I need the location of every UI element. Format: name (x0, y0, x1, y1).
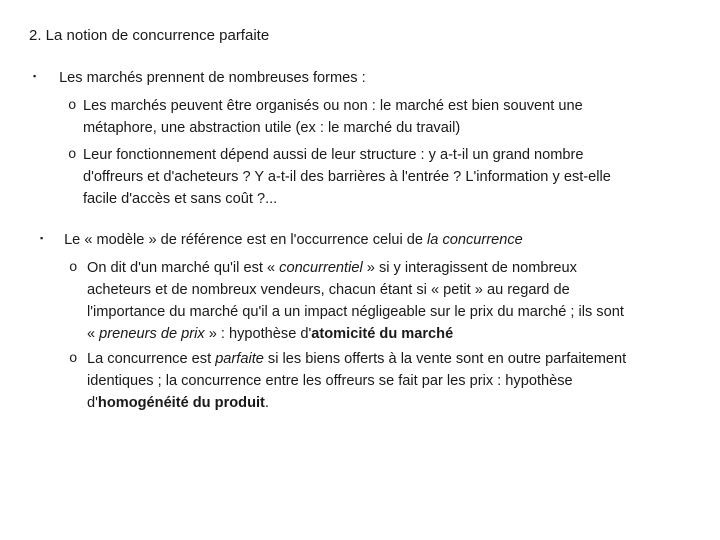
sub-item-strong: atomicité du marché (311, 326, 454, 342)
sub-item-text: La concurrence est (87, 351, 216, 367)
sub-item-emphasis: concurrentiel (279, 260, 363, 276)
sub-item-line: métaphore, une abstraction utile (ex : le marché du travail) (83, 120, 461, 136)
square-bullet-icon: ▪ (33, 71, 37, 82)
bullet-item-modele (40, 229, 523, 251)
circle-bullet-icon: o (69, 260, 78, 276)
circle-bullet-icon: o (68, 98, 77, 114)
bullet-label-emphasis: la concurrence (427, 232, 523, 248)
bullet-label (64, 232, 523, 248)
sub-item-line: l'importance du marché qu'il a un impact négligeable sur le prix du marché ; ils sont (87, 304, 624, 320)
sub-item-text: si les biens offerts à la vente sont en outre parfaitement (263, 351, 627, 367)
sub-item-text: « (87, 326, 100, 342)
sub-item-emphasis: parfaite (215, 351, 264, 367)
sub-item-text: » : hypothèse d' (204, 326, 312, 342)
sub-item-organises (68, 95, 583, 139)
sub-item-line (87, 348, 626, 370)
sub-item-parfaite (69, 348, 626, 414)
bullet-label-text: Le « modèle » de référence est en l'occurrence celui de (64, 232, 428, 248)
sub-item-line: d'offreurs et d'acheteurs ? Y a-t-il des barrières à l'entrée ? L'information y est-elle (83, 169, 611, 185)
sub-item-text: On dit d'un marché qu'il est « (87, 260, 280, 276)
page-title: 2. La notion de concurrence parfaite (29, 27, 270, 44)
sub-item-text: . (264, 395, 269, 411)
sub-item-line: Les marchés peuvent être organisés ou non : le marché est bien souvent une (83, 98, 583, 114)
bullet-item-marches (33, 67, 366, 89)
sub-item-concurrentiel (69, 257, 624, 345)
sub-item-line: facile d'accès et sans coût ?... (83, 191, 278, 207)
circle-bullet-icon: o (69, 351, 78, 367)
circle-bullet-icon: o (68, 147, 77, 163)
sub-item-strong: homogénéité du produit (97, 395, 265, 411)
bullet-label: Les marchés prennent de nombreuses formes : (59, 70, 366, 86)
sub-item-line (87, 392, 626, 414)
sub-item-line (87, 323, 624, 345)
sub-item-line: identiques ; la concurrence entre les offreurs se fait par les prix : hypothèse (87, 373, 573, 389)
sub-item-text: d' (87, 395, 98, 411)
square-bullet-icon: ▪ (40, 233, 44, 244)
sub-item-emphasis: preneurs de prix (99, 326, 205, 342)
sub-item-text: » si y interagissent de nombreux (362, 260, 577, 276)
sub-item-line (87, 257, 624, 279)
sub-item-structure (68, 144, 611, 210)
sub-item-line: acheteurs et de nombreux vendeurs, chacun étant si « petit » au regard de (87, 282, 570, 298)
sub-item-line: Leur fonctionnement dépend aussi de leur structure : y a-t-il un grand nombre (83, 147, 584, 163)
